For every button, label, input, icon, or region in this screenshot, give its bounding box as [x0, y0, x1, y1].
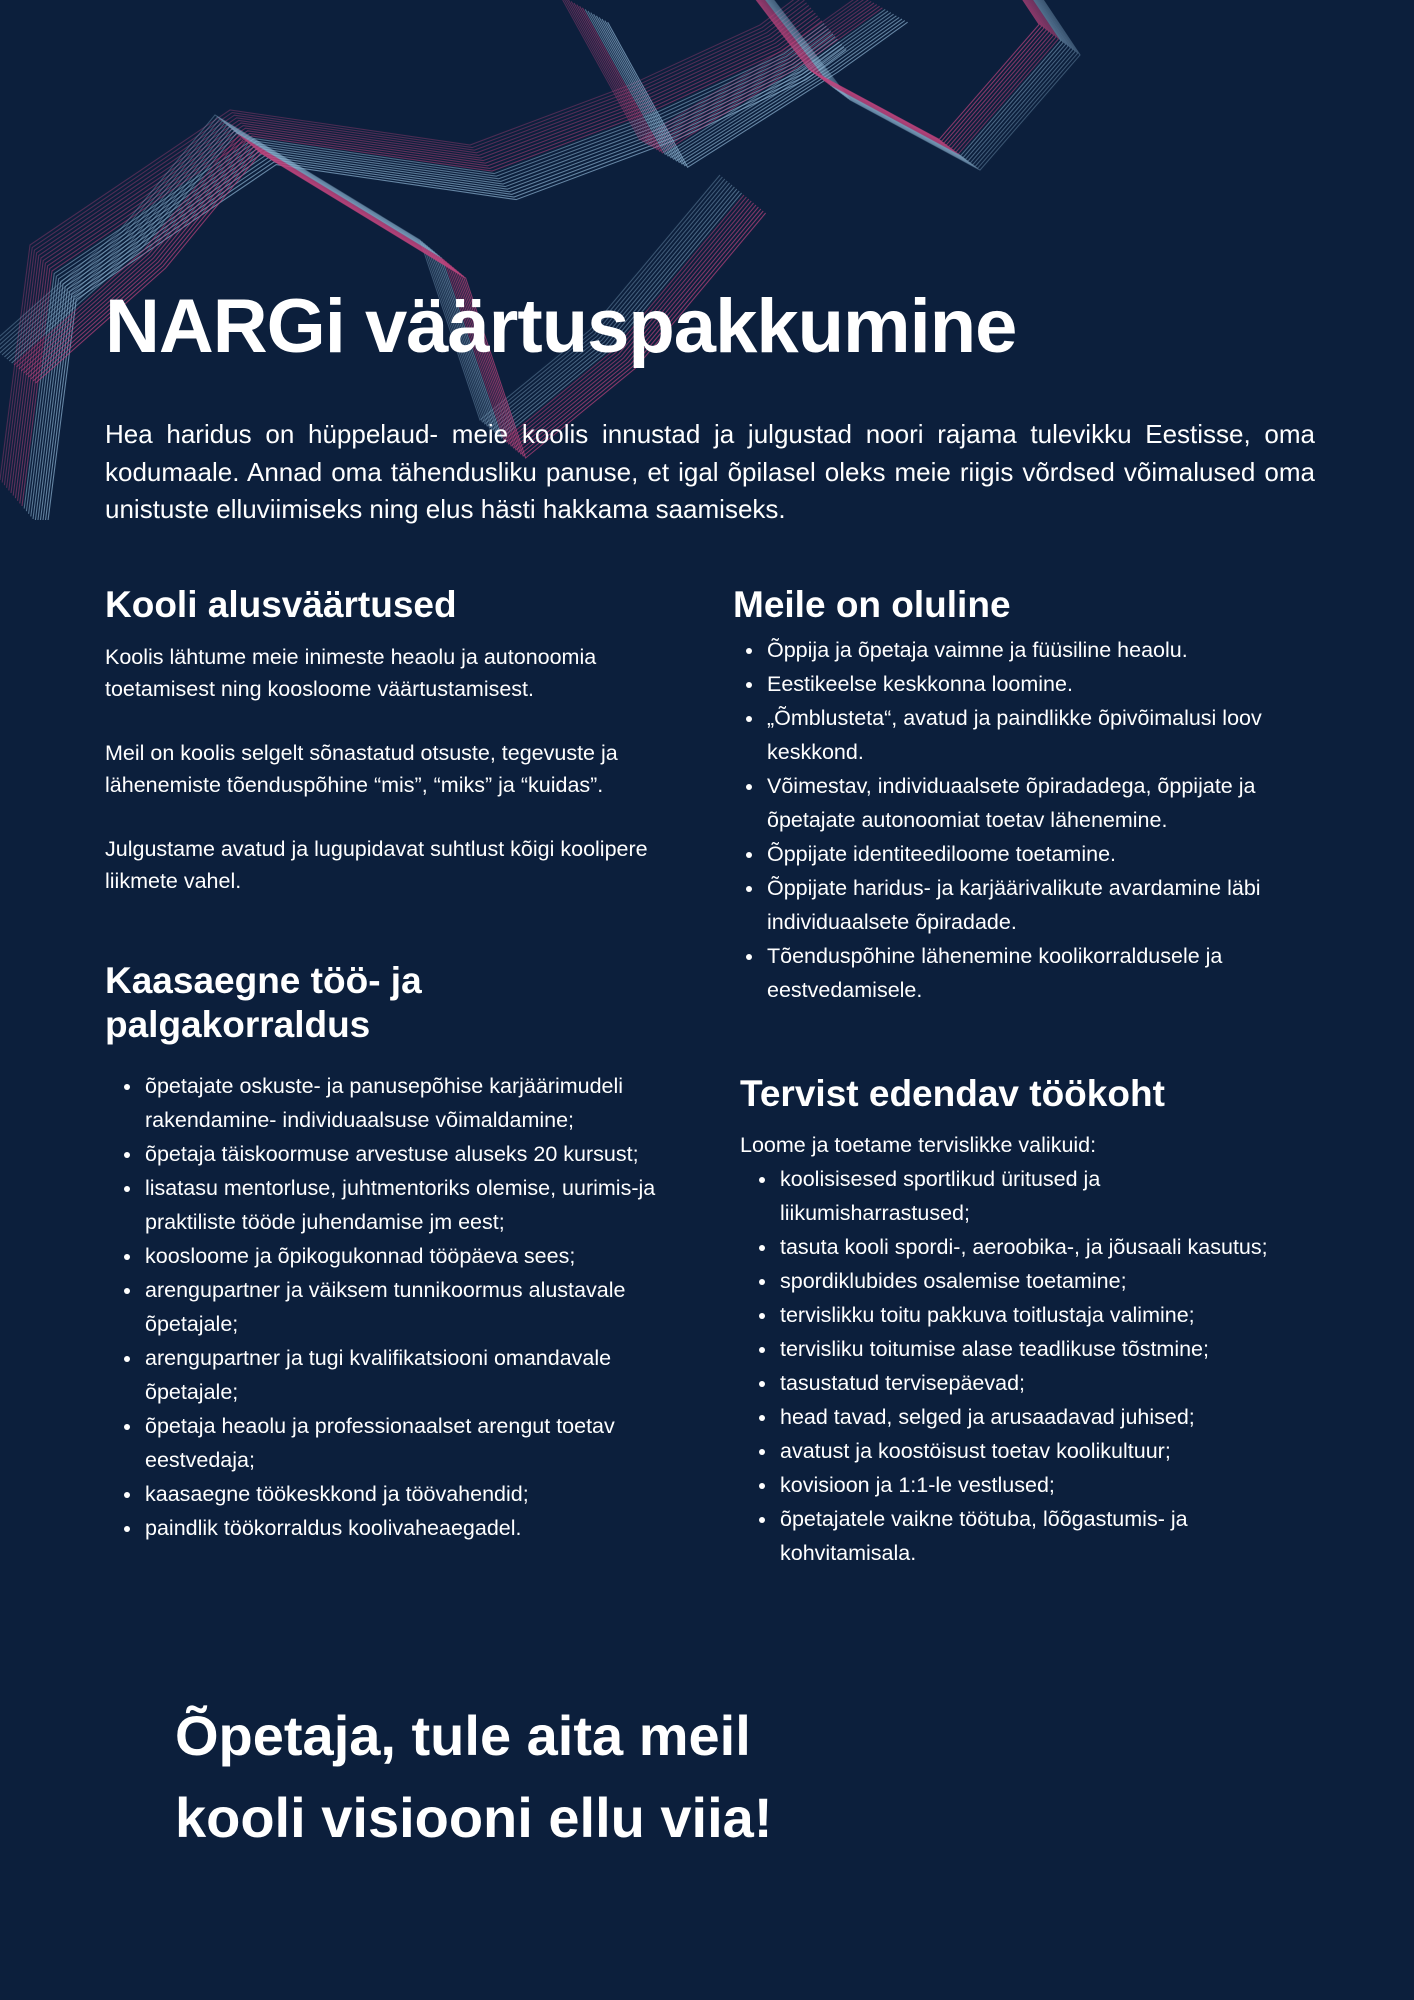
- intro-paragraph: Hea haridus on hüppelaud- meie koolis innustad ja julgustad noori rajama tulevikku Eestisse, oma kodumaale. Annad oma tähendusliku panuse, et igal õpilasel oleks meie riigis võrdsed võimalused oma unistuste elluviimiseks ning elus hästi hakkama saamiseks.: [105, 419, 1315, 524]
- important-section: [733, 583, 1323, 1007]
- list-item: • õpetaja täiskoormuse arvestuse aluseks 20 kursust;: [143, 1137, 695, 1171]
- decorative-line: [4, 127, 734, 432]
- list-item: • Tõenduspõhine lähenemine koolikorraldusele ja eestvedamisele.: [765, 939, 1323, 1007]
- list-item: • lisatasu mentorluse, juhtmentoriks olemise, uurimis-ja praktiliste tööde juhendamise jm eest;: [143, 1171, 695, 1239]
- work-list: [105, 1069, 695, 1545]
- decorative-line: [748, 0, 1058, 154]
- list-item: • Õppijate identiteediloome toetamine.: [765, 837, 1323, 871]
- list-item: • „Õmblusteta“, avatud ja paindlikke õpivõimalusi loov keskkond.: [765, 701, 1287, 769]
- list-item: • koosloome ja õpikogukonnad tööpäeva sees;: [143, 1239, 695, 1273]
- page-title: NARGi väärtuspakkumine: [105, 284, 1017, 369]
- decorative-line: [0, 119, 725, 424]
- list-item: • koolisisesed sportlikud üritused ja liikumisharrastused;: [778, 1162, 1268, 1230]
- values-paragraph: Julgustame avatud ja lugupidavat suhtlust kõigi koolipere liikmete vahel.: [105, 837, 648, 893]
- list-item: • Õppija ja õpetaja vaimne ja füüsiline heaolu.: [765, 633, 1323, 667]
- important-heading: Meile on oluline: [733, 584, 1011, 625]
- decorative-line: [7, 129, 737, 434]
- list-item: • head tavad, selged ja arusaadavad juhised;: [778, 1400, 1268, 1434]
- values-heading: Kooli alusväärtused: [105, 584, 457, 625]
- decorative-line: [763, 0, 1073, 165]
- decorative-line: [2, 0, 802, 483]
- decorative-line: [0, 0, 800, 480]
- list-item: • paindlik töökorraldus koolivaheaegadel.: [143, 1511, 695, 1545]
- list-item: • kaasaegne töökeskkond ja töövahendid;: [143, 1477, 695, 1511]
- list-item: • tervisliku toitumise alase teadlikuse tõstmine;: [778, 1332, 1268, 1366]
- list-item: • tervislikku toitu pakkuva toitlustaja valimine;: [778, 1298, 1268, 1332]
- call-to-action: [175, 1695, 772, 1859]
- list-item: • õpetajate oskuste- ja panusepõhise karjäärimudeli rakendamine- individuaalsuse võimaldamine;: [143, 1069, 695, 1137]
- list-item: • Eestikeelse keskkonna loomine.: [765, 667, 1323, 701]
- list-item: • arengupartner ja väiksem tunnikoormus alustavale õpetajale;: [143, 1273, 695, 1341]
- important-list: [733, 633, 1323, 1007]
- health-intro: Loome ja toetame tervislikke valikuid:: [740, 1133, 1097, 1157]
- health-list: [740, 1162, 1268, 1570]
- health-heading: Tervist edendav töökoht: [740, 1073, 1165, 1114]
- list-item: • spordiklubides osalemise toetamine;: [778, 1264, 1268, 1298]
- list-item: • Õppijate haridus- ja karjäärivalikute avardamine läbi individuaalsete õpiradade.: [765, 871, 1287, 939]
- list-item: • õpetaja heaolu ja professionaalset arengut toetav eestvedaja;: [143, 1409, 695, 1477]
- health-section: [740, 1072, 1320, 1570]
- values-paragraph: Meil on koolis selgelt sõnastatud otsuste, tegevuste ja lähenemiste tõenduspõhine “mis”, “miks” ja “kuidas”.: [105, 741, 618, 797]
- work-section: [105, 959, 695, 1545]
- list-item: • avatust ja koostöisust toetav koolikultuur;: [778, 1434, 1268, 1468]
- cta-line: Õpetaja, tule aita meil: [175, 1704, 751, 1767]
- list-item: • Võimestav, individuaalsete õpiradadega, õppijate ja õpetajate autonoomiat toetav lähenemine.: [765, 769, 1323, 837]
- list-item: • õpetajatele vaikne töötuba, lõõgastumis- ja kohvitamisala.: [778, 1502, 1220, 1570]
- list-item: • tasustatud tervisepäevad;: [778, 1366, 1268, 1400]
- list-item: • kovisioon ja 1:1-le vestlused;: [778, 1468, 1268, 1502]
- values-paragraph: Koolis lähtume meie inimeste heaolu ja autonoomia toetamisest ning koosloome väärtustamisest.: [105, 645, 597, 701]
- list-item: • tasuta kooli spordi-, aeroobika-, ja jõusaali kasutus;: [778, 1230, 1268, 1264]
- values-section: [105, 583, 665, 897]
- work-heading: Kaasaegne töö- ja palgakorraldus: [105, 960, 422, 1045]
- cta-line: kooli visiooni ellu viia!: [175, 1786, 773, 1849]
- list-item: • arengupartner ja tugi kvalifikatsiooni omandavale õpetajale;: [143, 1341, 695, 1409]
